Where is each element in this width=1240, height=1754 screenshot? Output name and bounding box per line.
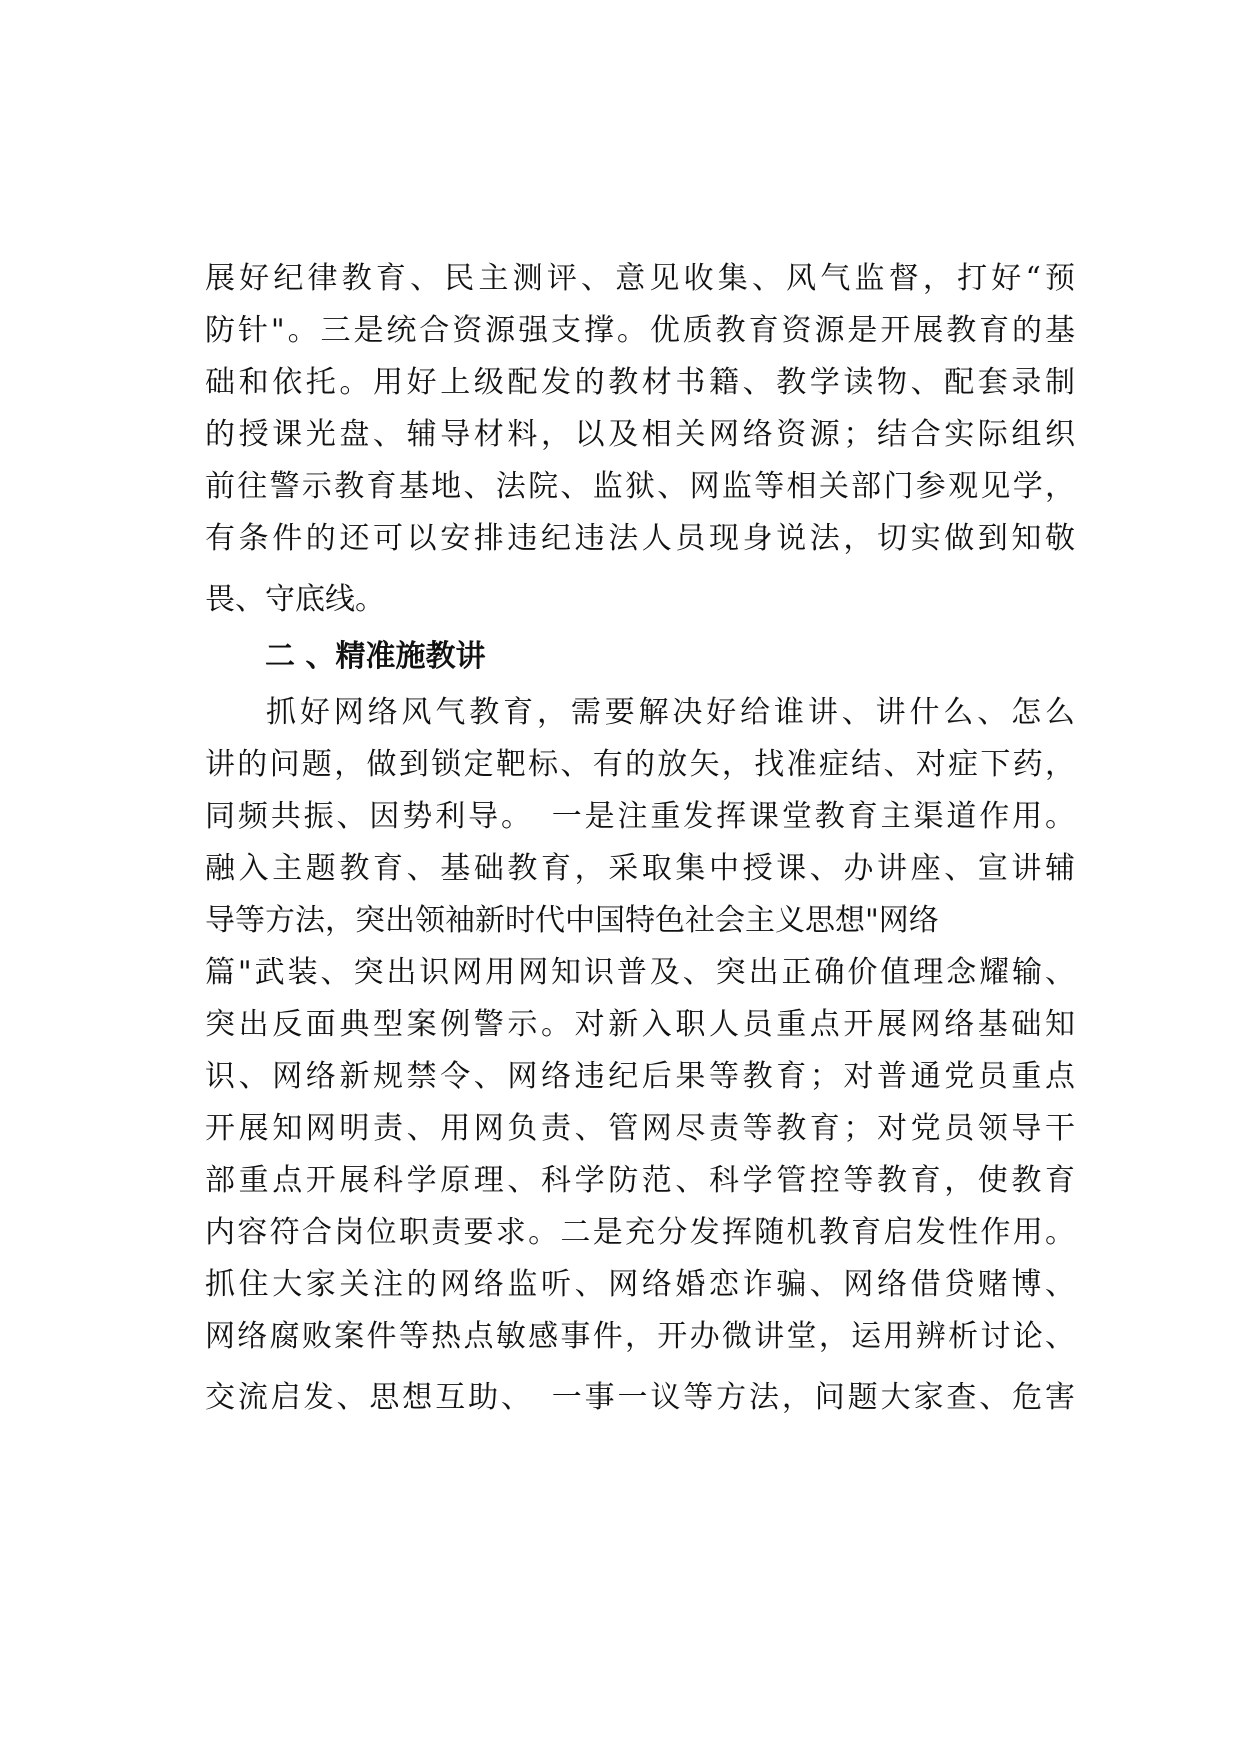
paragraph-line: 有条件的还可以安排违纪违法人员现身说法，切实做到知敬 xyxy=(205,521,1075,556)
paragraph-line: 网络腐败案件等热点敏感事件，开办微讲堂，运用辨析讨论、 xyxy=(205,1319,1075,1354)
paragraph-line: 部重点开展科学原理、科学防范、科学管控等教育，使教育 xyxy=(205,1163,1075,1198)
paragraph-line: 前往警示教育基地、法院、监狱、网监等相关部门参观见学， xyxy=(205,469,1075,504)
paragraph-line: 展好纪律教育、民主测评、意见收集、风气监督，打好“预 xyxy=(205,261,1075,296)
section-heading: 二 、精准施教讲 xyxy=(265,639,486,674)
paragraph-line: 篇"武装、突出识网用网知识普及、突出正确价值理念耀输、 xyxy=(205,955,1075,990)
paragraph-line: 融入主题教育、基础教育，采取集中授课、办讲座、宣讲辅 xyxy=(205,851,1075,886)
paragraph-line: 的授课光盘、辅导材料，以及相关网络资源；结合实际组织 xyxy=(205,417,1075,452)
paragraph-line: 畏、守底线。 xyxy=(205,582,385,617)
paragraph-line: 抓住大家关注的网络监听、网络婚恋诈骗、网络借贷赌博、 xyxy=(205,1267,1075,1302)
paragraph-line: 开展知网明责、用网负责、管网尽责等教育；对党员领导干 xyxy=(205,1111,1075,1146)
paragraph-line: 防针"。三是统合资源强支撑。优质教育资源是开展教育的基 xyxy=(205,313,1075,348)
paragraph-line: 内容符合岗位职责要求。二是充分发挥随机教育启发性作用。 xyxy=(205,1215,1075,1250)
paragraph-line: 导等方法，突出领袖新时代中国特色社会主义思想"网络 xyxy=(205,903,939,938)
paragraph-line: 讲的问题，做到锁定靶标、有的放矢，找准症结、对症下药， xyxy=(205,747,1075,782)
paragraph-line: 同频共振、因势利导。 一是注重发挥课堂教育主渠道作用。 xyxy=(205,799,1075,834)
paragraph-line: 抓好网络风气教育，需要解决好给谁讲、讲什么、怎么 xyxy=(266,695,1075,730)
paragraph-line: 交流启发、思想互助、 一事一议等方法，问题大家查、危害 xyxy=(205,1380,1075,1415)
paragraph-line: 突出反面典型案例警示。对新入职人员重点开展网络基础知 xyxy=(205,1007,1075,1042)
paragraph-line: 识、网络新规禁令、网络违纪后果等教育；对普通党员重点 xyxy=(205,1059,1075,1094)
paragraph-line: 础和依托。用好上级配发的教材书籍、教学读物、配套录制 xyxy=(205,365,1075,400)
